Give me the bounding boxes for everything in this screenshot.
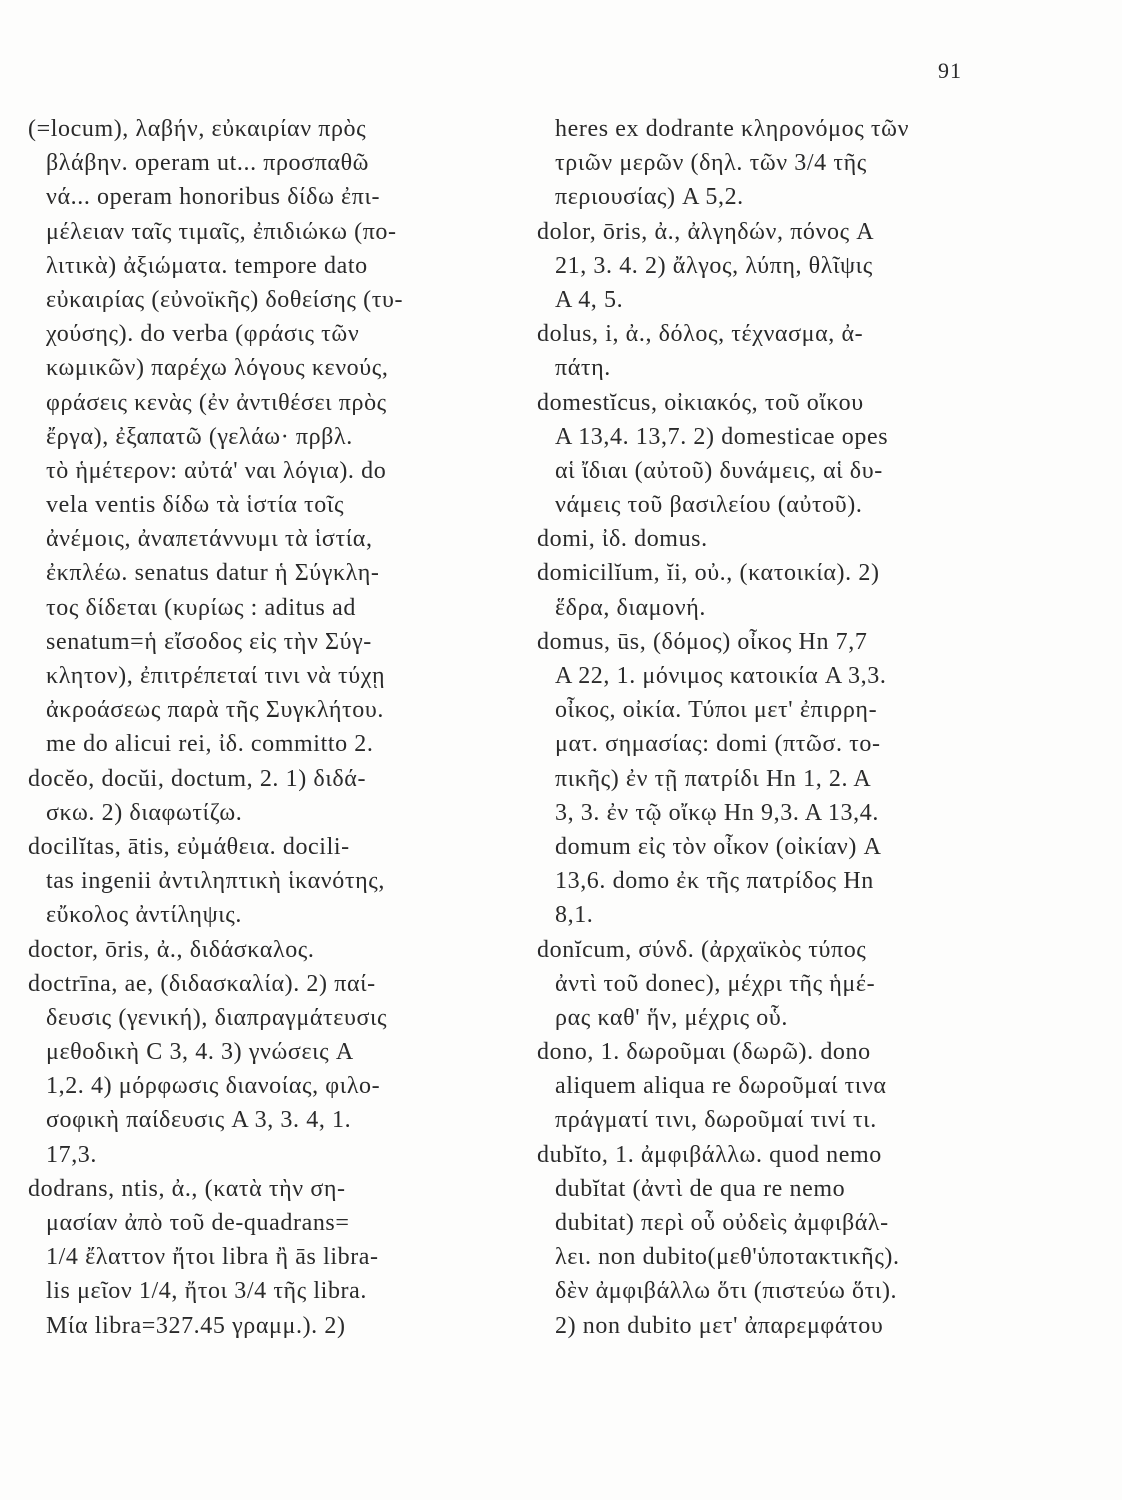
text-line: πράγματί τινι, δωροῦμαί τινί τι. bbox=[555, 1107, 877, 1134]
text-line: τριῶν μερῶν (δηλ. τῶν 3/4 τῆς bbox=[555, 150, 867, 177]
text-line: μέλειαν ταῖς τιμαῖς, ἐπιδιώκω (πο- bbox=[46, 218, 397, 245]
text-line: tas ingenii ἀντιληπτικὴ ἱκανότης, bbox=[46, 868, 385, 895]
text-line: δευσις (γενική), διαπραγμάτευσις bbox=[46, 1004, 388, 1031]
text-line: dodrans, ntis, ἀ., (κατὰ τὴν ση- bbox=[28, 1175, 346, 1202]
text-line: ματ. σημασίας: domi (πτῶσ. το- bbox=[555, 731, 881, 758]
text-line: dubitat) περὶ οὗ οὐδεὶς ἀμφιβάλ- bbox=[555, 1210, 889, 1236]
text-line: τὸ ἡμέτερον: αὐτά' ναι λόγια). do bbox=[46, 457, 387, 484]
text-line: A 13,4. 13,7. 2) domesticae opes bbox=[555, 423, 889, 450]
text-line: docilĭtas, ātis, εὐμάθεια. docili- bbox=[28, 833, 350, 860]
text-line: lis μεῖον 1/4, ἤτοι 3/4 τῆς libra. bbox=[46, 1278, 367, 1305]
text-line: μασίαν ἀπὸ τοῦ de-quadrans= bbox=[46, 1210, 350, 1236]
text-line: 1,2. 4) μόρφωσις διανοίας, φιλο- bbox=[46, 1073, 381, 1100]
text-line: μεθοδικὴ C 3, 4. 3) γνώσεις A bbox=[46, 1039, 354, 1066]
text-line: πάτη. bbox=[555, 355, 611, 382]
text-line: εὐκαιρίας (εὐνοϊκῆς) δοθείσης (τυ- bbox=[46, 286, 404, 313]
text-line: donĭcum, σύνδ. (ἀρχαϊκὸς τύπος bbox=[537, 936, 867, 963]
text-line: 17,3. bbox=[46, 1141, 97, 1168]
text-line: 1/4 ἔλαττον ἤτοι libra ἢ ās libra- bbox=[46, 1244, 379, 1271]
text-line: πικῆς) ἐν τῇ πατρίδι Hn 1, 2. A bbox=[555, 765, 872, 792]
text-line: (=locum), λαβήν, εὐκαιρίαν πρὸς bbox=[28, 116, 367, 142]
text-line: τος δίδεται (κυρίως : aditus ad bbox=[46, 594, 356, 621]
text-line: εὔκολος ἀντίληψις. bbox=[46, 902, 242, 929]
text-line: dolor, ōris, ἀ., ἀλγηδών, πόνος A bbox=[537, 218, 875, 245]
text-line: vela ventis δίδω τὰ ἱστία τοῖς bbox=[46, 492, 345, 519]
text-line: νάμεις τοῦ βασιλείου (αὐτοῦ). bbox=[555, 492, 863, 519]
text-line: λει. non dubito(μεθ'ὑποτακτικῆς). bbox=[555, 1244, 900, 1271]
text-line: περιουσίας) A 5,2. bbox=[555, 184, 744, 211]
text-line: dubĭtat (ἀντὶ de qua re nemo bbox=[555, 1175, 846, 1202]
text-line: ἀνέμοις, ἀναπετάννυμι τὰ ἱστία, bbox=[46, 526, 373, 553]
text-line: senatum=ἡ εἴσοδος εἰς τὴν Σύγ- bbox=[46, 628, 372, 655]
text-line: οἶκος, οἰκία. Τύποι μετ' ἐπιρρη- bbox=[555, 697, 878, 724]
text-line: βλάβην. operam ut... προσπαθῶ bbox=[46, 150, 370, 177]
text-line: domus, ūs, (δόμος) οἶκος Hn 7,7 bbox=[537, 628, 868, 655]
text-line: κωμικῶν) παρέχω λόγους κενούς, bbox=[46, 355, 389, 382]
text-line: doctrīna, ae, (διδασκαλία). 2) παί- bbox=[28, 970, 376, 997]
text-line: ἀκροάσεως παρὰ τῆς Συγκλήτου. bbox=[46, 697, 384, 724]
text-line: λιτικὰ) ἀξιώματα. tempore dato bbox=[46, 252, 368, 279]
text-line: domi, ἰδ. domus. bbox=[537, 526, 708, 553]
text-line: domicilĭum, ĭi, οὐ., (κατοικία). 2) bbox=[537, 560, 880, 587]
text-line: σοφικὴ παίδευσις A 3, 3. 4, 1. bbox=[46, 1107, 352, 1134]
text-line: dolus, i, ἀ., δόλος, τέχνασμα, ἀ- bbox=[537, 321, 864, 348]
text-line: me do alicui rei, ἰδ. committo 2. bbox=[46, 731, 374, 758]
text-line: domum εἰς τὸν οἶκον (οἰκίαν) A bbox=[555, 833, 882, 860]
text-line: dubĭto, 1. ἀμφιβάλλω. quod nemo bbox=[537, 1141, 882, 1168]
text-line: 8,1. bbox=[555, 902, 594, 929]
text-line: χούσης). do verba (φράσις τῶν bbox=[46, 321, 360, 348]
text-line: domestĭcus, οἰκιακός, τοῦ οἴκου bbox=[537, 389, 864, 416]
text-line: 21, 3. 4. 2) ἄλγος, λύπη, θλῖψις bbox=[555, 252, 873, 279]
text-line: A 4, 5. bbox=[555, 286, 624, 313]
text-line: docĕo, docŭi, doctum, 2. 1) διδά- bbox=[28, 765, 367, 792]
text-line: 13,6. domo ἐκ τῆς πατρίδος Hn bbox=[555, 868, 874, 895]
text-line: 3, 3. ἐν τῷ οἴκῳ Hn 9,3. A 13,4. bbox=[555, 799, 879, 826]
text-line: ἕδρα, διαμονή. bbox=[555, 594, 706, 621]
text-line: ρας καθ' ἥν, μέχρις οὗ. bbox=[555, 1004, 788, 1031]
text-line: 2) non dubito μετ' ἀπαρεμφάτου bbox=[555, 1312, 884, 1339]
text-line: dono, 1. δωροῦμαι (δωρῶ). dono bbox=[537, 1039, 871, 1066]
text-line: doctor, ōris, ἀ., διδάσκαλος. bbox=[28, 936, 315, 963]
left-column bbox=[28, 112, 508, 1343]
text-line: δὲν ἀμφιβάλλω ὅτι (πιστεύω ὅτι). bbox=[555, 1278, 898, 1305]
text-line: heres ex dodrante κληρονόμος τῶν bbox=[555, 116, 910, 142]
text-line: Μία libra=327.45 γραμμ.). 2) bbox=[46, 1312, 346, 1339]
text-line: αἱ ἴδιαι (αὐτοῦ) δυνάμεις, αἱ δυ- bbox=[555, 457, 883, 484]
text-line: A 22, 1. μόνιμος κατοικία A 3,3. bbox=[555, 663, 887, 689]
text-line: σκω. 2) διαφωτίζω. bbox=[46, 799, 243, 826]
text-line: ἔργα), ἐξαπατῶ (γελάω· πρβλ. bbox=[46, 423, 353, 450]
text-line: ἐκπλέω. senatus datur ἡ Σύγκλη- bbox=[46, 560, 380, 587]
text-line: φράσεις κενὰς (ἐν ἀντιθέσει πρὸς bbox=[46, 389, 387, 416]
page-number: 91 bbox=[938, 58, 962, 83]
text-line: κλητον), ἐπιτρέπεταί τινι νὰ τύχῃ bbox=[46, 663, 386, 689]
text-line: ἀντὶ τοῦ donec), μέχρι τῆς ἡμέ- bbox=[555, 970, 876, 997]
text-line: aliquem aliqua re δωροῦμαί τινα bbox=[555, 1073, 887, 1100]
right-column bbox=[537, 112, 977, 1343]
text-line: νά... operam honoribus δίδω ἐπι- bbox=[46, 184, 381, 211]
